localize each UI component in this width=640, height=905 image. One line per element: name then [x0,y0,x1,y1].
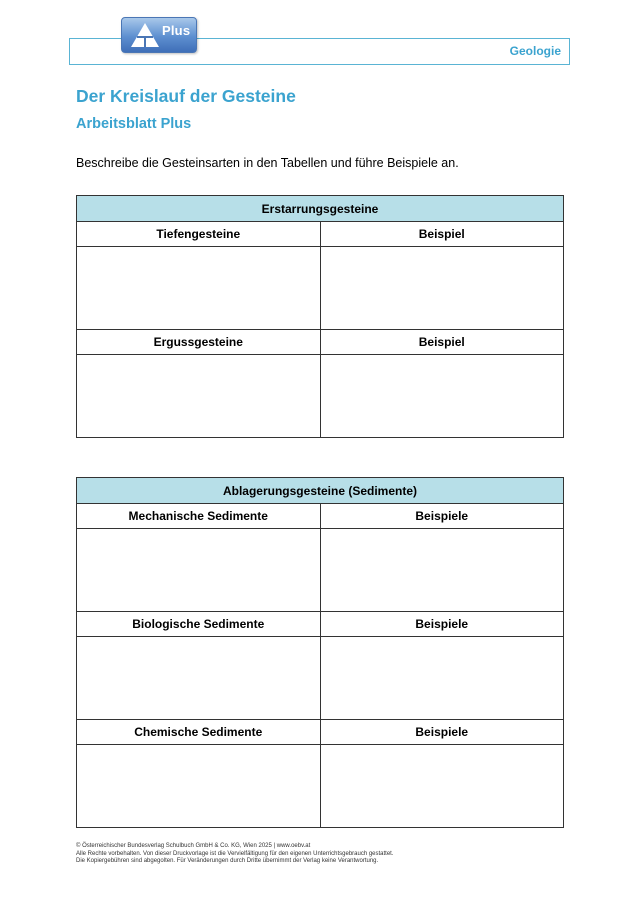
pyramid-logo-icon [130,22,160,48]
column-header-example: Beispiel [320,330,564,355]
column-header-rock-type: Biologische Sedimente [77,612,321,637]
column-header-rock-type: Chemische Sedimente [77,720,321,745]
footer-line: Die Kopiergebühren sind abgegolten. Für Veränderungen durch Dritte übernimmt der Verlag keine Verantwortung. [76,858,379,864]
column-header-example: Beispiele [320,720,564,745]
footer-line: © Österreichischer Bundesverlag Schulbuch GmbH & Co. KG, Wien 2025 | www.oebv.at [76,843,311,849]
column-header-example: Beispiel [320,222,564,247]
answer-cell-example[interactable] [320,637,564,720]
answer-cell-description[interactable] [77,355,321,438]
page-title: Der Kreislauf der Gesteine [76,86,296,106]
subject-label: Geologie [509,44,561,58]
column-header-rock-type: Ergussgesteine [77,330,321,355]
answer-cell-description[interactable] [77,637,321,720]
answer-cell-example[interactable] [320,745,564,828]
answer-cell-description[interactable] [77,247,321,330]
sedimentary-rocks-table [76,477,564,828]
answer-cell-description[interactable] [77,745,321,828]
answer-cell-example[interactable] [320,529,564,612]
logo-text: Plus [162,23,191,38]
column-header-rock-type: Mechanische Sedimente [77,504,321,529]
column-header-example: Beispiele [320,612,564,637]
instruction-text: Beschreibe die Gesteinsarten in den Tabellen und führe Beispiele an. [76,156,459,170]
column-header-rock-type: Tiefengesteine [77,222,321,247]
answer-cell-example[interactable] [320,355,564,438]
answer-cell-description[interactable] [77,529,321,612]
plus-logo [121,17,197,53]
table-title: Erstarrungsgesteine [77,196,564,222]
page-subtitle: Arbeitsblatt Plus [76,116,192,132]
igneous-rocks-table [76,195,564,438]
answer-cell-example[interactable] [320,247,564,330]
copyright-footer [76,843,394,866]
footer-line: Alle Rechte vorbehalten. Von dieser Druckvorlage ist die Vervielfältigung für den eigenen Unterrichtsgebrauch gestattet. [76,850,394,857]
column-header-example: Beispiele [320,504,564,529]
table-title: Ablagerungsgesteine (Sedimente) [77,478,564,504]
